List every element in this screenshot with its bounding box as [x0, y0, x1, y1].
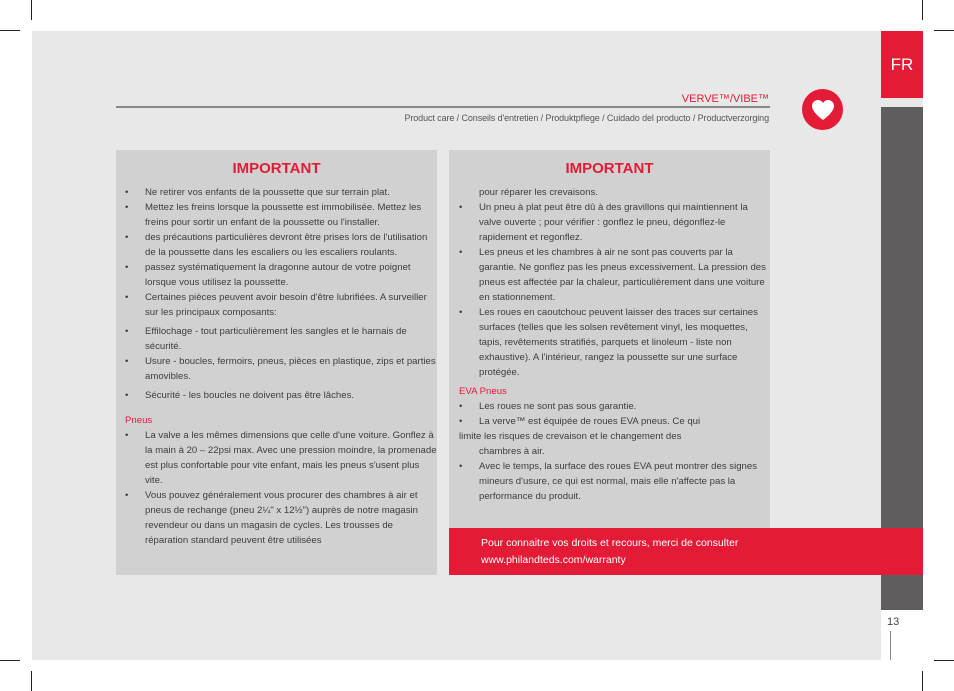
continuation-text: pour réparer les crevaisons.	[479, 187, 598, 198]
header-subtitle: Product care / Conseils d'entretien / Produktpflege / Cuidado del producto / Productverzorging	[404, 113, 769, 123]
list-item: • Sécurité - les boucles ne doivent pas être lâches.	[125, 390, 355, 401]
list-item: • Mettez les freins lorsque la poussette est immobilisée. Mettez les freins pour sortir un enfant de la poussette ou l'installer.	[125, 202, 422, 228]
crop-mark	[922, 0, 923, 20]
list-item: • La valve a les mêmes dimensions que celle d'une voiture. Gonflez à la main à 20 – 22psi max. Avec une pression moindre, la promenade est plus confortable pour vite enfant, mais les pneus s'usent plus vite.	[125, 430, 437, 486]
list-item: • Les roues en caoutchouc peuvent laisser des traces sur certaines surfaces (telles que les solsen revêtement vinyl, les moquettes, tapis, revêtements stratifiés, parquets et linoleum - liste non exhaustive). A l'intérieur, rangez la poussette sur une surface protégée.	[459, 307, 758, 378]
list-item: • Ne retirer vos enfants de la poussette que sur terrain plat.	[125, 187, 390, 198]
important-panel-right	[449, 150, 770, 528]
list-item: • Les pneus et les chambres à air ne sont pas couverts par la garantie. Ne gonflez pas les pneus excessivement. La pression des pneus est affectée par la chaleur, particulièrement dans une voiture en stationnement.	[459, 247, 766, 303]
crop-mark	[31, 0, 32, 20]
list-item: • Vous pouvez généralement vous procurer des chambres à air et pneus de rechange (pneu 2¼" x 12½") auprès de notre magasin revendeur ou dans un magasin de cycles. Les trousses de réparation standard peuvent être utilisées	[125, 490, 418, 546]
list-item: • Les roues ne sont pas sous garantie.	[459, 401, 637, 412]
language-tab[interactable]	[881, 31, 923, 98]
list-item: • Effilochage - tout particulièrement les sangles et le harnais de sécurité.	[125, 326, 407, 352]
brand-title: VERVE™/VIBE™	[681, 93, 769, 105]
pneus-list	[125, 428, 437, 548]
sidebar-bar	[881, 107, 923, 660]
page-number-rule	[890, 631, 891, 660]
warranty-banner	[449, 528, 923, 575]
crop-mark	[0, 30, 20, 31]
crop-mark	[0, 660, 20, 661]
eva-text-line: limite les risques de crevaison et le changement des	[459, 431, 682, 442]
eva-list	[459, 399, 770, 429]
eva-list-continued	[459, 459, 770, 504]
crop-mark	[31, 671, 32, 691]
heart-icon	[802, 89, 843, 130]
warranty-text: Pour connaitre vos droits et recours, merci de consulter	[481, 537, 739, 549]
pneus-heading: Pneus	[125, 415, 153, 426]
crop-mark	[934, 660, 954, 661]
important-panel-left	[116, 150, 437, 575]
panel-title: IMPORTANT	[565, 160, 654, 177]
warranty-link[interactable]: www.philandteds.com/warranty	[481, 554, 626, 566]
language-label: FR	[890, 54, 914, 74]
eva-text-line: chambres à air.	[479, 446, 545, 457]
list-item: • Avec le temps, la surface des roues EVA peut montrer des signes mineurs d'usure, ce qui est normal, mais elle n'affecte pas la performance du produit.	[459, 461, 758, 502]
important-list	[459, 200, 770, 380]
page-number: 13	[887, 616, 900, 628]
list-item: • des précautions particulières devront être prises lors de l'utilisation de la poussette dans les escaliers ou les escaliers roulants.	[125, 232, 428, 258]
list-item: • Usure - boucles, fermoirs, pneus, pièces en plastique, zips et parties amovibles.	[125, 356, 436, 382]
list-item: • Certaines pièces peuvent avoir besoin d'être lubrifiées. A surveiller sur les principaux composants:	[125, 292, 427, 318]
eva-heading: EVA Pneus	[459, 386, 507, 397]
panel-title: IMPORTANT	[232, 160, 321, 177]
page-number-box	[881, 610, 923, 660]
list-item: • La verve™ est équipée de roues EVA pneus. Ce qui	[459, 416, 701, 427]
crop-mark	[934, 30, 954, 31]
important-list	[125, 185, 437, 403]
crop-mark	[922, 671, 923, 691]
header-rule	[116, 106, 770, 108]
list-item: • Un pneu à plat peut être dû à des gravillons qui maintiennent la valve ouverte ; pour vérifier : gonflez le pneu, dégonflez-le rapidement et regonflez.	[459, 202, 748, 243]
list-item: • passez systématiquement la dragonne autour de votre poignet lorsque vous utilisez la poussette.	[125, 262, 411, 288]
